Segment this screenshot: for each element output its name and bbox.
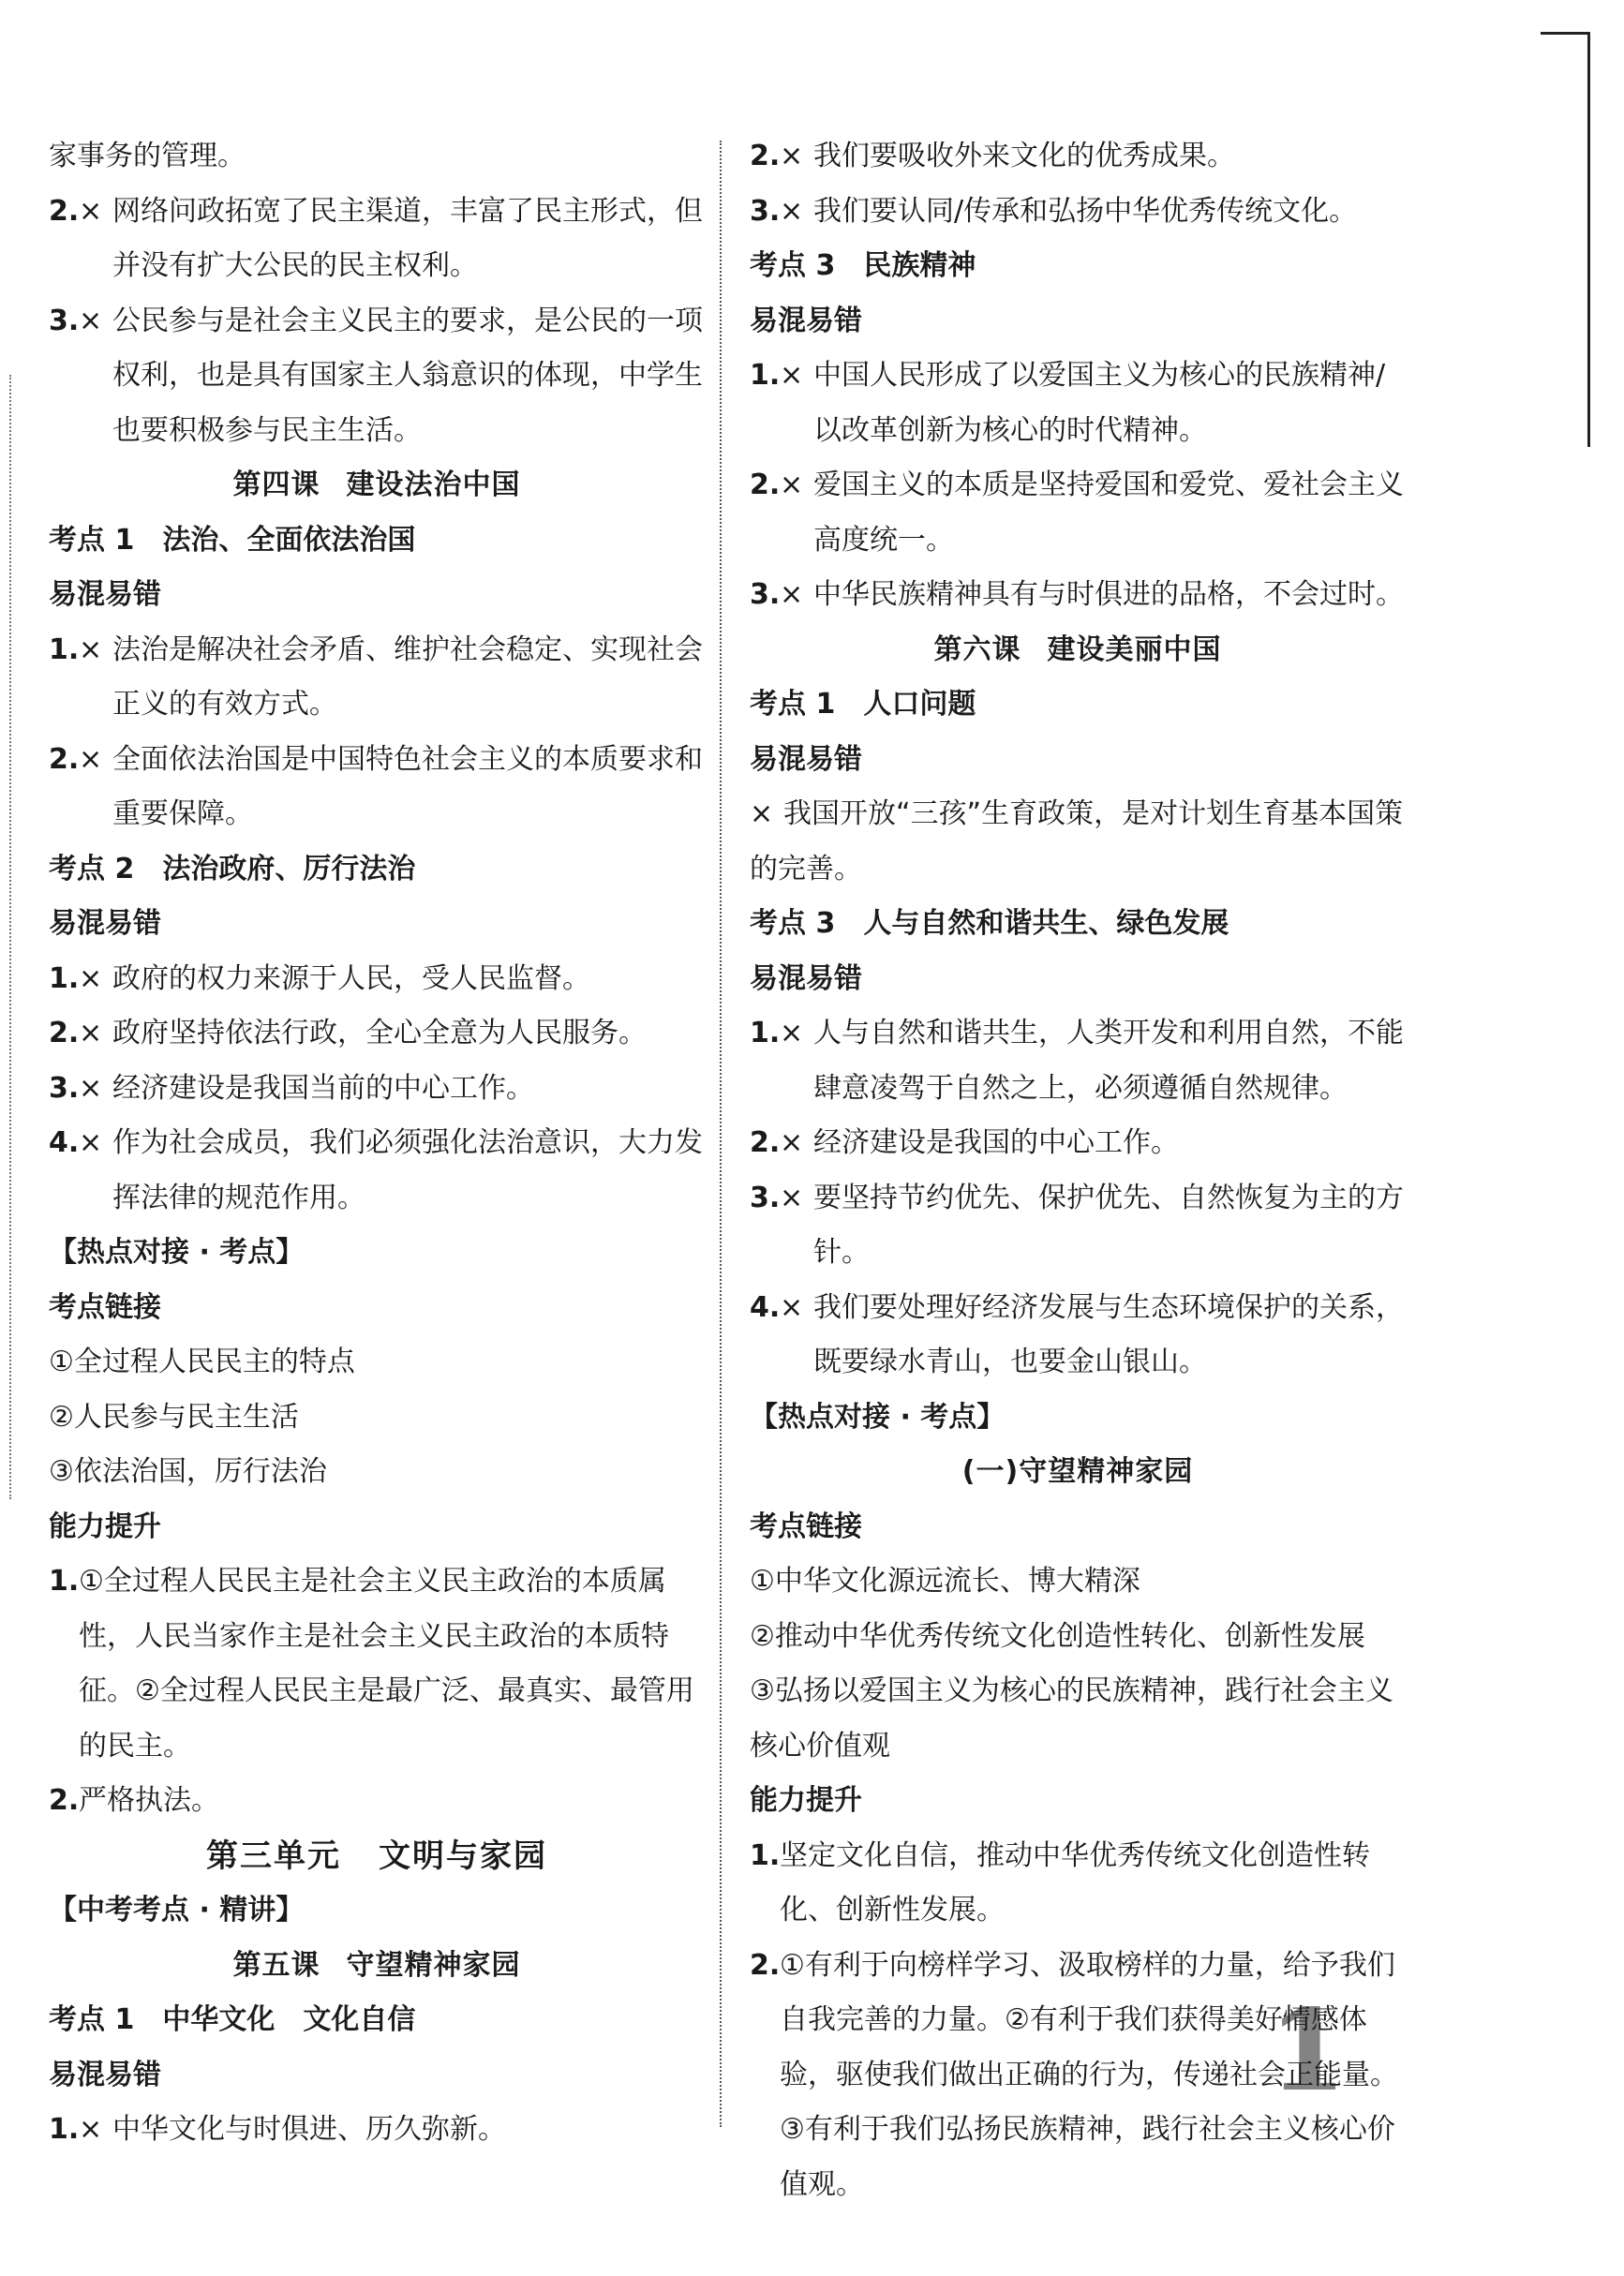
answer-item: × 我国开放“三孩”生育政策，是对计划生育基本国策的完善。 bbox=[750, 787, 1406, 897]
right-column bbox=[750, 129, 1406, 2212]
exam-point-heading: 考点 3 民族精神 bbox=[750, 249, 976, 282]
answer-item: 1.坚定文化自信，推动中华优秀传统文化创造性转化、创新性发展。 bbox=[750, 1838, 1370, 1926]
cross-mark-icon: × bbox=[780, 1017, 804, 1049]
common-errors-heading: 易混易错 bbox=[49, 2058, 161, 2091]
answer-item: 3.× 要坚持节约优先、保护优先、自然恢复为主的方针。 bbox=[750, 1171, 1406, 1281]
answer-item: 1.× 中国人民形成了以爱国主义为核心的民族精神/以改革创新为核心的时代精神。 bbox=[750, 349, 1406, 458]
column-divider bbox=[720, 141, 722, 2127]
answer-item: 2.× 经济建设是我国的中心工作。 bbox=[750, 1116, 1406, 1171]
section-heading: 【热点对接 · 考点】 bbox=[49, 1236, 305, 1269]
exam-point-heading: 考点 1 法治、全面依法治国 bbox=[49, 523, 416, 557]
cross-mark-icon: × bbox=[780, 469, 804, 501]
ability-heading: 能力提升 bbox=[750, 1784, 862, 1817]
cross-mark-icon: × bbox=[780, 140, 804, 172]
binding-margin-dots bbox=[9, 375, 11, 1499]
common-errors-heading: 易混易错 bbox=[750, 742, 862, 776]
common-errors-heading: 易混易错 bbox=[750, 304, 862, 337]
answer-item: 1.× 政府的权力来源于人民，受人民监督。 bbox=[49, 952, 705, 1007]
section-heading: 【中考考点 · 精讲】 bbox=[49, 1894, 305, 1926]
cross-mark-icon: × bbox=[79, 304, 103, 337]
link-item: ③弘扬以爱国主义为核心的民族精神，践行社会主义核心价值观 bbox=[750, 1674, 1393, 1763]
section-heading: 【热点对接 · 考点】 bbox=[750, 1400, 1006, 1434]
answer-item: 3.× 中华民族精神具有与时俱进的品格，不会过时。 bbox=[750, 568, 1406, 623]
subsection-title: (一)守望精神家园 bbox=[961, 1455, 1194, 1488]
link-item: ③依法治国，厉行法治 bbox=[49, 1455, 327, 1488]
exam-point-heading: 考点 1 人口问题 bbox=[750, 688, 976, 721]
answer-item: 2.× 网络问政拓宽了民主渠道，丰富了民主形式，但并没有扩大公民的民主权利。 bbox=[49, 185, 705, 294]
corner-crop-mark bbox=[1541, 32, 1590, 447]
cross-mark-icon: × bbox=[780, 578, 804, 611]
exam-link-heading: 考点链接 bbox=[750, 1510, 862, 1543]
link-item: ②人民参与民主生活 bbox=[49, 1400, 299, 1434]
exam-point-heading: 考点 1 中华文化 文化自信 bbox=[49, 2003, 416, 2036]
ability-heading: 能力提升 bbox=[49, 1510, 161, 1543]
answer-item: 2.①有利于向榜样学习、汲取榜样的力量，给予我们自我完善的力量。②有利于我们获得美好情感体验，驱使我们做出正确的行为，传递社会正能量。③有利于我们弘扬民族精神，践行社会主义核心价值观。 bbox=[750, 1948, 1398, 2201]
answer-item: 2.× 爱国主义的本质是坚持爱国和爱党、爱社会主义高度统一。 bbox=[750, 458, 1406, 568]
answer-item: 1.× 中华文化与时俱进、历久弥新。 bbox=[49, 2103, 705, 2158]
exam-link-heading: 考点链接 bbox=[49, 1290, 161, 1324]
answer-item: 2.× 全面依法治国是中国特色社会主义的本质要求和重要保障。 bbox=[49, 733, 705, 842]
common-errors-heading: 易混易错 bbox=[49, 578, 161, 611]
link-item: ①中华文化源远流长、博大精深 bbox=[750, 1565, 1140, 1598]
lesson-title: 第六课 建设美丽中国 bbox=[933, 632, 1222, 666]
answer-item: 4.× 作为社会成员，我们必须强化法治意识，大力发挥法律的规范作用。 bbox=[49, 1116, 705, 1226]
answer-item: 3.× 经济建设是我国当前的中心工作。 bbox=[49, 1062, 705, 1117]
answer-item: 1.× 人与自然和谐共生，人类开发和利用自然，不能肆意凌驾于自然之上，必须遵循自然规律。 bbox=[750, 1006, 1406, 1116]
cross-mark-icon: × bbox=[780, 1290, 804, 1324]
lesson-title: 第四课 建设法治中国 bbox=[232, 469, 521, 501]
answer-item: 2.× 政府坚持依法行政，全心全意为人民服务。 bbox=[49, 1006, 705, 1062]
answer-item: 4.× 我们要处理好经济发展与生态环境保护的关系，既要绿水青山，也要金山银山。 bbox=[750, 1281, 1406, 1391]
left-column bbox=[49, 129, 705, 2158]
cross-mark-icon: × bbox=[79, 1071, 103, 1105]
link-item: ①全过程人民民主的特点 bbox=[49, 1346, 355, 1378]
link-item: ②推动中华优秀传统文化创造性转化、创新性发展 bbox=[750, 1619, 1365, 1653]
answer-item: 2.严格执法。 bbox=[49, 1784, 219, 1817]
cross-mark-icon: × bbox=[79, 1017, 103, 1049]
cross-mark-icon: × bbox=[79, 632, 103, 666]
common-errors-heading: 易混易错 bbox=[750, 961, 862, 995]
page-number: 1 bbox=[1268, 1985, 1347, 2117]
cross-mark-icon: × bbox=[780, 1126, 804, 1159]
lesson-title: 第五课 守望精神家园 bbox=[232, 1948, 521, 1982]
unit-title: 第三单元 文明与家园 bbox=[206, 1837, 547, 1875]
cross-mark-icon: × bbox=[79, 2113, 103, 2146]
cross-mark-icon: × bbox=[79, 1126, 103, 1159]
continued-text: 家事务的管理。 bbox=[49, 140, 246, 172]
answer-item: 3.× 我们要认同/传承和弘扬中华优秀传统文化。 bbox=[750, 185, 1406, 240]
exam-point-heading: 考点 3 人与自然和谐共生、绿色发展 bbox=[750, 907, 1229, 940]
cross-mark-icon: × bbox=[750, 797, 774, 830]
cross-mark-icon: × bbox=[780, 194, 804, 228]
cross-mark-icon: × bbox=[780, 359, 804, 392]
cross-mark-icon: × bbox=[79, 742, 103, 776]
answer-item: 3.× 公民参与是社会主义民主的要求，是公民的一项权利，也是具有国家主人翁意识的体现，中学生也要积极参与民主生活。 bbox=[49, 294, 705, 459]
answer-item: 1.× 法治是解决社会矛盾、维护社会稳定、实现社会正义的有效方式。 bbox=[49, 623, 705, 733]
exam-point-heading: 考点 2 法治政府、厉行法治 bbox=[49, 852, 416, 885]
cross-mark-icon: × bbox=[79, 961, 103, 995]
answer-item: 2.× 我们要吸收外来文化的优秀成果。 bbox=[750, 129, 1406, 185]
answer-item: 1.①全过程人民民主是社会主义民主政治的本质属性，人民当家作主是社会主义民主政治的本质特征。②全过程人民民主是最广泛、最真实、最管用的民主。 bbox=[49, 1565, 694, 1763]
common-errors-heading: 易混易错 bbox=[49, 907, 161, 940]
cross-mark-icon: × bbox=[79, 194, 103, 228]
cross-mark-icon: × bbox=[780, 1181, 804, 1214]
